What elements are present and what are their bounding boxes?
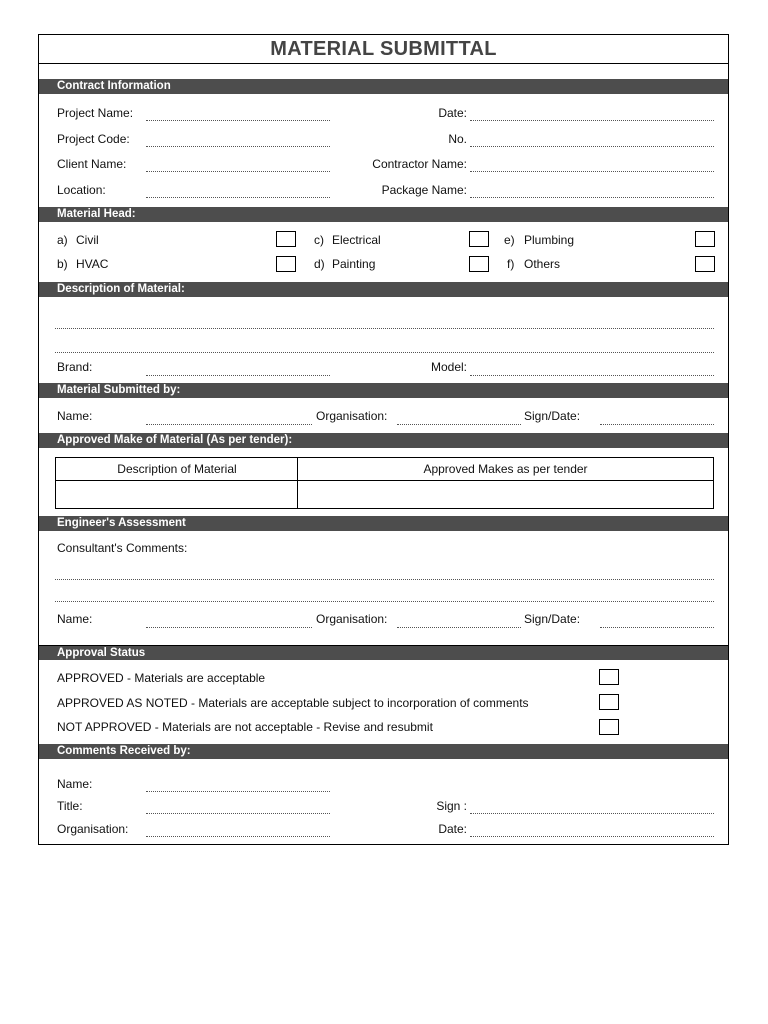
received-sign-label: Sign : (436, 799, 467, 813)
client-name-label: Client Name: (57, 157, 127, 171)
project-code-field[interactable] (146, 146, 330, 147)
approved-option-label: APPROVED - Materials are acceptable (57, 671, 266, 685)
engineer-name-label: Name: (57, 612, 93, 626)
project-name-label: Project Name: (57, 106, 134, 120)
approved-make-header: Approved Make of Material (As per tender): (39, 433, 728, 448)
comments-received-header: Comments Received by: (39, 744, 728, 759)
others-checkbox[interactable] (695, 256, 715, 272)
submitted-name-label: Name: (57, 409, 93, 423)
model-label: Model: (430, 360, 467, 374)
page-title: MATERIAL SUBMITTAL (39, 35, 728, 64)
submitted-sign-date-label: Sign/Date: (524, 409, 581, 423)
brand-field[interactable] (146, 375, 330, 376)
table-header-description: Description of Material (117, 462, 237, 476)
received-title-label: Title: (57, 799, 83, 813)
material-submittal-form (38, 34, 729, 845)
consultant-comments-label: Consultant's Comments: (57, 541, 188, 555)
contractor-name-label: Contractor Name: (372, 157, 467, 171)
comments-line-2[interactable] (55, 601, 714, 602)
description-line-1[interactable] (55, 328, 714, 329)
brand-label: Brand: (57, 360, 93, 374)
number-label: No. (448, 132, 467, 146)
received-name-field[interactable] (146, 791, 330, 792)
material-head-letter: c) (314, 233, 324, 247)
engineer-sign-date-label: Sign/Date: (524, 612, 581, 626)
date-label: Date: (438, 106, 467, 120)
location-label: Location: (57, 183, 106, 197)
contractor-name-field[interactable] (470, 171, 714, 172)
received-organisation-field[interactable] (146, 836, 330, 837)
electrical-checkbox[interactable] (469, 231, 489, 247)
not-approved-checkbox[interactable] (599, 719, 619, 735)
not-approved-option-label: NOT APPROVED - Materials are not acceptable - Revise and resubmit (57, 720, 433, 734)
received-title-field[interactable] (146, 813, 330, 814)
engineer-assessment-header: Engineer's Assessment (39, 516, 728, 531)
table-row-divider (56, 480, 713, 481)
package-name-label: Package Name: (381, 183, 467, 197)
description-line-2[interactable] (55, 352, 714, 353)
contract-info-header: Contract Information (39, 79, 728, 94)
material-head-letter: d) (314, 257, 325, 271)
engineer-sign-date-field[interactable] (600, 627, 714, 628)
approval-status-header: Approval Status (39, 645, 728, 660)
material-head-civil-label: Civil (76, 233, 99, 247)
submitted-name-field[interactable] (146, 424, 312, 425)
received-date-field[interactable] (470, 836, 714, 837)
material-head-letter: a) (57, 233, 68, 247)
submitted-sign-date-field[interactable] (600, 424, 714, 425)
received-date-label: Date: (438, 822, 467, 836)
number-field[interactable] (470, 146, 714, 147)
material-head-electrical-label: Electrical (332, 233, 381, 247)
description-header: Description of Material: (39, 282, 728, 297)
client-name-field[interactable] (146, 171, 330, 172)
approved-checkbox[interactable] (599, 669, 619, 685)
material-head-hvac-label: HVAC (76, 257, 109, 271)
hvac-checkbox[interactable] (276, 256, 296, 272)
approved-as-noted-checkbox[interactable] (599, 694, 619, 710)
material-head-letter: b) (57, 257, 68, 271)
material-head-plumbing-label: Plumbing (524, 233, 575, 247)
material-head-letter: f) (507, 257, 515, 271)
date-field[interactable] (470, 120, 714, 121)
submitted-by-header: Material Submitted by: (39, 383, 728, 398)
plumbing-checkbox[interactable] (695, 231, 715, 247)
received-name-label: Name: (57, 777, 93, 791)
engineer-organisation-field[interactable] (397, 627, 521, 628)
submitted-organisation-label: Organisation: (316, 409, 388, 423)
location-field[interactable] (146, 197, 330, 198)
model-field[interactable] (470, 375, 714, 376)
material-head-header: Material Head: (39, 207, 728, 222)
approved-as-noted-option-label: APPROVED AS NOTED - Materials are acceptable subject to incorporation of comments (57, 696, 529, 710)
received-sign-field[interactable] (470, 813, 714, 814)
table-header-approved-makes: Approved Makes as per tender (423, 462, 588, 476)
engineer-organisation-label: Organisation: (316, 612, 388, 626)
painting-checkbox[interactable] (469, 256, 489, 272)
submitted-organisation-field[interactable] (397, 424, 521, 425)
material-head-painting-label: Painting (332, 257, 376, 271)
comments-line-1[interactable] (55, 579, 714, 580)
engineer-name-field[interactable] (146, 627, 312, 628)
package-name-field[interactable] (470, 197, 714, 198)
project-code-label: Project Code: (57, 132, 130, 146)
material-head-others-label: Others (524, 257, 561, 271)
project-name-field[interactable] (146, 120, 330, 121)
civil-checkbox[interactable] (276, 231, 296, 247)
material-head-letter: e) (504, 233, 515, 247)
approved-make-table (55, 457, 714, 509)
received-organisation-label: Organisation: (57, 822, 129, 836)
